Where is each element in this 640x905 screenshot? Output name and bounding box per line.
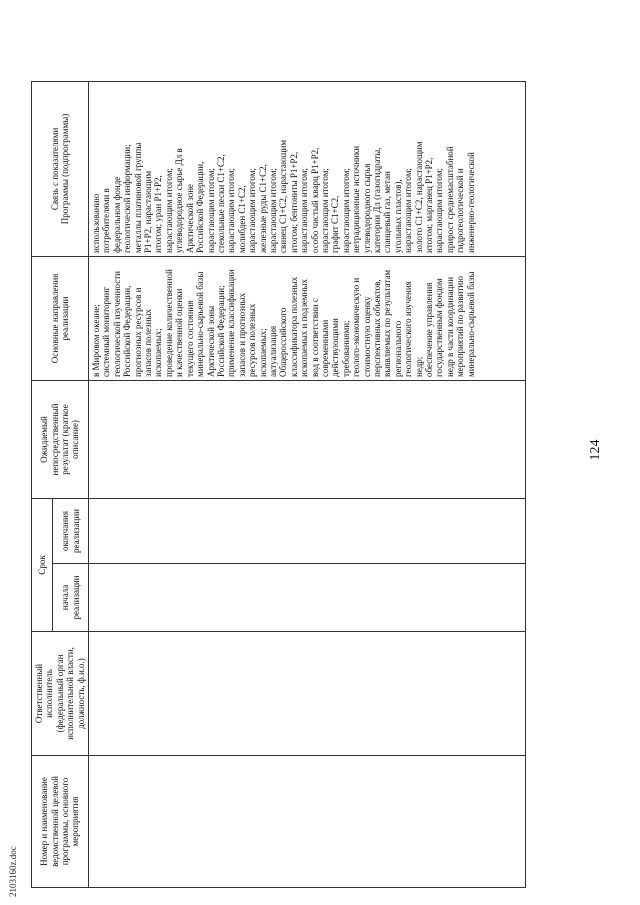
header-term-start: начала реализации <box>53 564 89 632</box>
header-term-end: окончания реализации <box>53 498 89 563</box>
cell-executor <box>89 632 526 756</box>
header-term: Срок <box>32 498 53 631</box>
header-program-name: Номер и наименование ведомственной целевой программы, основного мероприятия <box>32 756 89 888</box>
cell-directions: в Мировом океане; системный мониторинг геологической изученности Российской Федерации, прогнозных ресурсов и запасов полезных ископаемых; проведение количественной и качественной оценки текущего состояния минерально-сырьевой базы Арктической зоны Российской Федерации; применение классификации запасов и прогнозных ресурсов полезных ископаемых; актуализация Общероссийского классификатора полезных ископаемых и подземных вод в соответствии с современными действующими требованиями; геолого-экономическую и стоимостную оценку перспективных объектов, выявляемых по результатам регионального геологического изучения недр; обеспечение управления государственным фондом недр в части координации мероприятий по развитию минерально-сырьевой базы <box>89 256 526 380</box>
cell-term-end <box>89 498 526 563</box>
table-row <box>89 81 526 887</box>
document-code: 2103160z.doc <box>8 846 18 897</box>
header-indicators-link: Связь с показателями Программы (подпрограммы) <box>32 81 89 256</box>
page-number: 124 <box>588 439 603 461</box>
cell-expected-result <box>89 380 526 498</box>
cell-indicators-link: использованию потребителями в федеральном фонде геологической информации; металлы платиновой группы Р1+Р2, нарастающим итогом; уран Р1+Р2, нарастающим итогом; углеводородное сырье Дл в Арктической зоне Российской Федерации, нарастающим итогом; стекольные пески С1+С2, нарастающим итогом; молибден С1+С2, нарастающим итогом; железные руды С1+С2, нарастающим итогом; свинец С1+С2, нарастающим итогом; бентониты Р1+Р2, нарастающим итогом; особо чистый кварц Р1+Р2, нарастающим итогом; графит С1+С2, нарастающим итогом; нетрадиционные источники углеводородного сырья категории Дл (газогидраты, сланцевый газ, метан угольных пластов), нарастающим итогом; золото С1+С2, нарастающим итогом; марганец Р1+Р2, нарастающим итогом; прирост среднемасштабной гидрогеологической и инженерно-геологической <box>89 81 526 256</box>
cell-program-name <box>89 756 526 888</box>
cell-term-start <box>89 564 526 632</box>
program-table <box>31 81 526 888</box>
header-executor: Ответственный исполнитель (федеральный орган исполнительной власти, должность, ф.и.о.) <box>32 632 89 756</box>
header-expected-result: Ожидаемый непосредственный результат (краткое описание) <box>32 380 89 498</box>
header-directions: Основные направления реализации <box>32 256 89 380</box>
